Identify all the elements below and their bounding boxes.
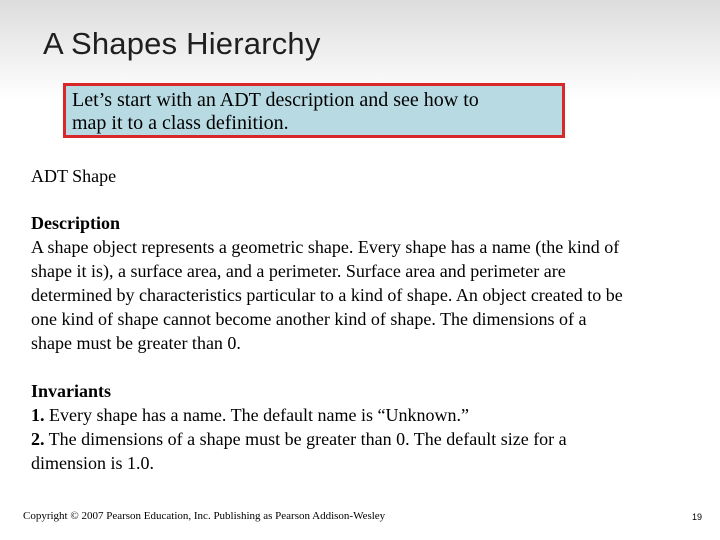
description-line: shape it is), a surface area, and a perimeter. Surface area and perimeter are [31,261,566,281]
description-line: shape must be greater than 0. [31,333,241,353]
invariant-number: 1. [31,405,45,425]
description-line: one kind of shape cannot become another kind of shape. The dimensions of a [31,309,587,329]
invariant-text: Every shape has a name. The default name is “Unknown.” [44,405,470,425]
adt-heading: ADT Shape [31,166,117,186]
description-line: A shape object represents a geometric shape. Every shape has a name (the kind of [31,237,620,257]
invariant-continuation: dimension is 1.0. [31,453,155,473]
description-section [31,211,701,355]
invariant-item-2 [31,427,701,451]
copyright-footer: Copyright © 2007 Pearson Education, Inc. Publishing as Pearson Addison-Wesley [23,510,386,522]
intro-callout-box [63,83,565,138]
intro-line-2: map it to a class definition. [72,112,289,134]
description-line: determined by characteristics particular to a kind of shape. An object created to be [31,285,623,305]
invariant-number: 2. [31,429,45,449]
invariant-item-1 [31,403,701,427]
intro-line-1: Let’s start with an ADT description and see how to [72,89,479,111]
invariant-text: The dimensions of a shape must be greater than 0. The default size for a [44,429,567,449]
invariants-section [31,379,701,475]
description-heading: Description [31,213,120,233]
invariants-heading: Invariants [31,381,112,401]
page-number: 19 [691,512,702,522]
slide-title: A Shapes Hierarchy [43,26,321,61]
